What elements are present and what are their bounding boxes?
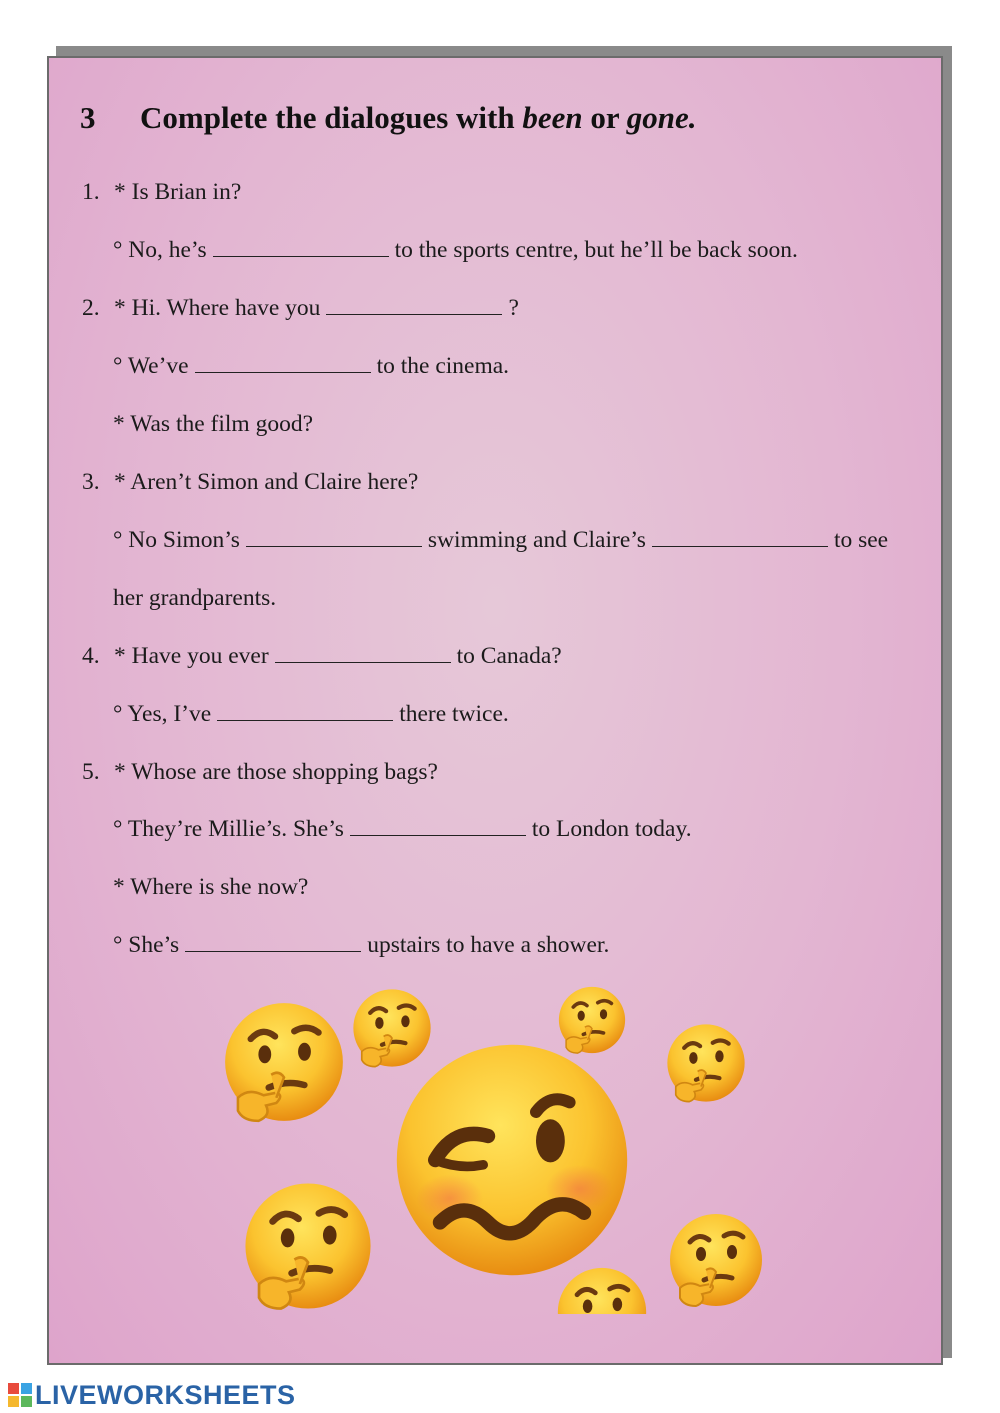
question-2-line-1 (82, 297, 519, 321)
question-5-line-4 (113, 934, 609, 958)
dialogue-text: there twice. (399, 701, 509, 727)
liveworksheets-logo[interactable] (8, 1380, 296, 1410)
question-number: 4. (82, 643, 100, 669)
dialogue-text: * Hi. Where have you (114, 295, 321, 321)
dialogue-text: ? (508, 295, 519, 321)
dialogue-text: swimming and Claire’s (427, 527, 646, 553)
answer-blank[interactable] (652, 530, 828, 547)
answer-blank[interactable] (350, 819, 526, 836)
answer-blank[interactable] (326, 298, 502, 315)
question-2-line-3 (113, 413, 313, 437)
dialogue-text: to London today. (531, 816, 692, 842)
dialogue-text: * Where is she now? (113, 874, 309, 900)
dialogue-text: * Is Brian in? (114, 179, 242, 205)
question-number: 5. (82, 759, 100, 785)
question-4-line-1 (82, 645, 562, 669)
woozy-face-icon (386, 1040, 638, 1280)
question-1-line-1 (82, 181, 241, 205)
dialogue-text: * Whose are those shopping bags? (114, 759, 438, 785)
dialogue-text: ° No Simon’s (113, 527, 240, 553)
title-connector: or (582, 100, 627, 135)
dialogue-text: to the cinema. (376, 353, 510, 379)
dialogue-text: ° She’s (113, 932, 180, 958)
dialogue-text: * Aren’t Simon and Claire here? (114, 469, 419, 495)
answer-blank[interactable] (213, 240, 389, 257)
thinking-face-icon (666, 1206, 766, 1314)
brand-name: LIVEWORKSHEETS (35, 1379, 296, 1410)
dialogue-text: ° We’ve (113, 353, 189, 379)
keyword-been: been (522, 100, 583, 135)
dialogue-text: to the sports centre, but he’ll be back soon. (394, 237, 798, 263)
question-2-line-2 (113, 355, 509, 379)
thinking-face-icon (232, 1178, 384, 1314)
dialogue-text: * Was the film good? (113, 411, 314, 437)
question-3-line-3 (113, 587, 276, 611)
exercise-title (80, 100, 697, 136)
thinking-face-icon (664, 1018, 748, 1108)
question-3-line-1 (82, 471, 418, 495)
logo-blocks-icon (8, 1383, 32, 1407)
question-number: 1. (82, 179, 100, 205)
exercise-number: 3 (80, 100, 96, 135)
dialogue-text: ° Yes, I’ve (113, 701, 212, 727)
thinking-face-icon (220, 998, 348, 1126)
question-number: 2. (82, 295, 100, 321)
answer-blank[interactable] (275, 646, 451, 663)
question-5-line-1 (82, 761, 438, 785)
dialogue-text: ° They’re Millie’s. She’s (113, 816, 344, 842)
dialogue-text: to see (833, 527, 889, 553)
dialogue-text: * Have you ever (114, 643, 269, 669)
answer-blank[interactable] (217, 704, 393, 721)
question-5-line-3 (113, 876, 308, 900)
title-text: Complete the dialogues with (140, 100, 523, 135)
question-5-line-2 (113, 818, 692, 842)
answer-blank[interactable] (195, 356, 371, 373)
dialogue-text: to Canada? (456, 643, 562, 669)
answer-blank[interactable] (185, 935, 361, 952)
question-3-line-2 (113, 529, 888, 553)
question-4-line-2 (113, 703, 509, 727)
answer-blank[interactable] (246, 530, 422, 547)
keyword-gone: gone. (626, 100, 697, 135)
dialogue-text: ° No, he’s (113, 237, 207, 263)
question-number: 3. (82, 469, 100, 495)
thinking-face-icon (554, 1264, 650, 1314)
question-1-line-2 (113, 239, 798, 263)
dialogue-text: her grandparents. (113, 585, 277, 611)
dialogue-text: upstairs to have a shower. (367, 932, 610, 958)
